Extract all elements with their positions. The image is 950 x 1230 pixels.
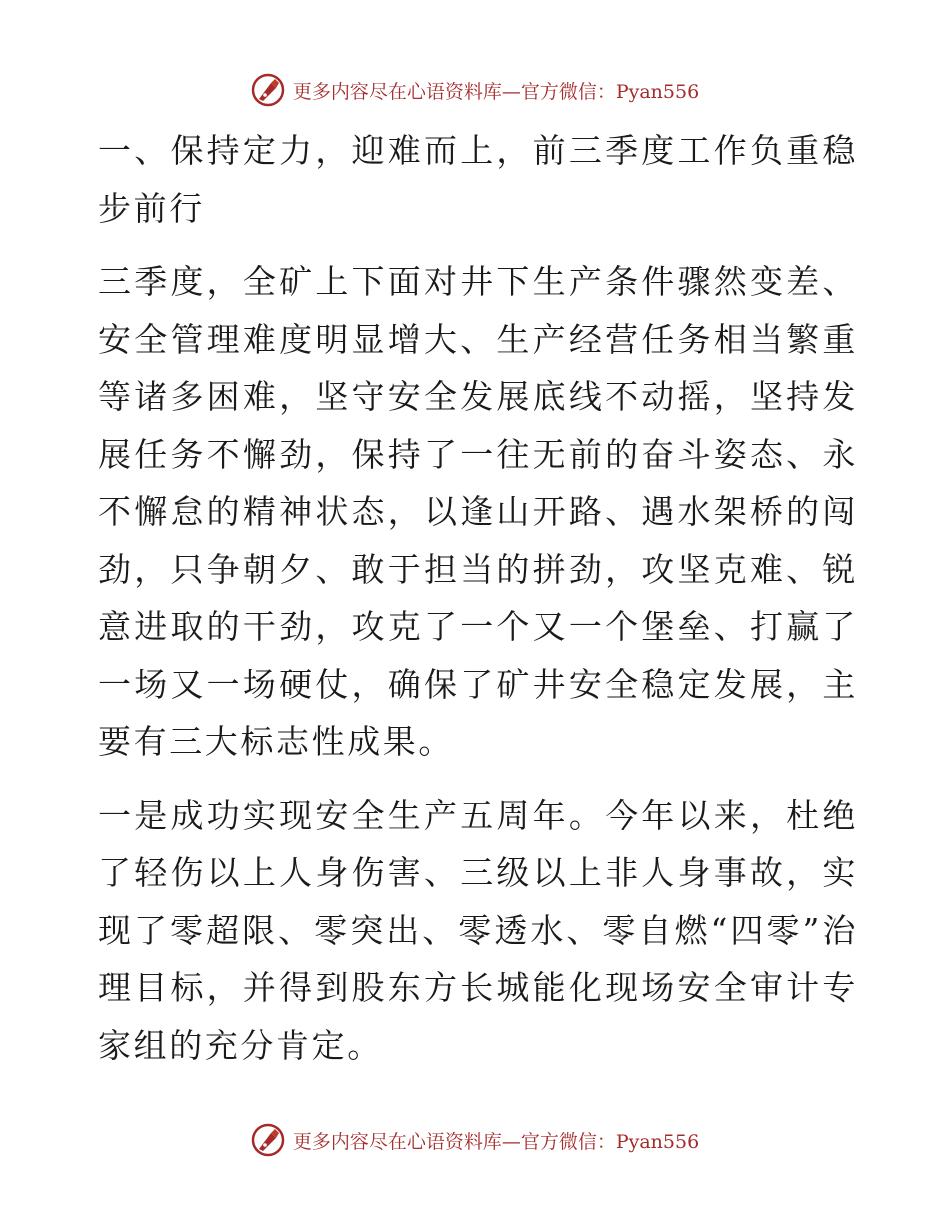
paragraph-2: 一是成功实现安全生产五周年。今年以来，杜绝了轻伤以上人身伤害、三级以上非人身事故，实现了零超限、零突出、零透水、零自燃“四零”治理目标，并得到股东方长城能化现场安全审计专家组的充分肯定。: [98, 795, 858, 1065]
pen-nib-logo-icon: [251, 1123, 285, 1157]
document-body: [98, 122, 858, 1090]
paragraph-1: 三季度，全矿上下面对井下生产条件骤然变差、安全管理难度明显增大、生产经营任务相当繁重等诸多困难，坚守安全发展底线不动摇，坚持发展任务不懈劲，保持了一往无前的奋斗姿态、永不懈怠的精神状态，以逢山开路、遇水架桥的闯劲，只争朝夕、敢于担当的拼劲，攻坚克难、锐意进取的干劲，攻克了一个又一个堡垒、打赢了一场又一场硬仗，确保了矿井安全稳定发展，主要有三大标志性成果。: [98, 262, 858, 761]
watermark-text: 更多内容尽在心语资料库—官方微信：Pyan556: [292, 80, 700, 103]
header-watermark: [0, 70, 950, 110]
watermark-text: 更多内容尽在心语资料库—官方微信：Pyan556: [292, 1130, 700, 1153]
footer-watermark: [0, 1120, 950, 1160]
section-heading: 一、保持定力，迎难而上，前三季度工作负重稳步前行: [98, 131, 858, 228]
pen-nib-logo-icon: [251, 73, 285, 107]
